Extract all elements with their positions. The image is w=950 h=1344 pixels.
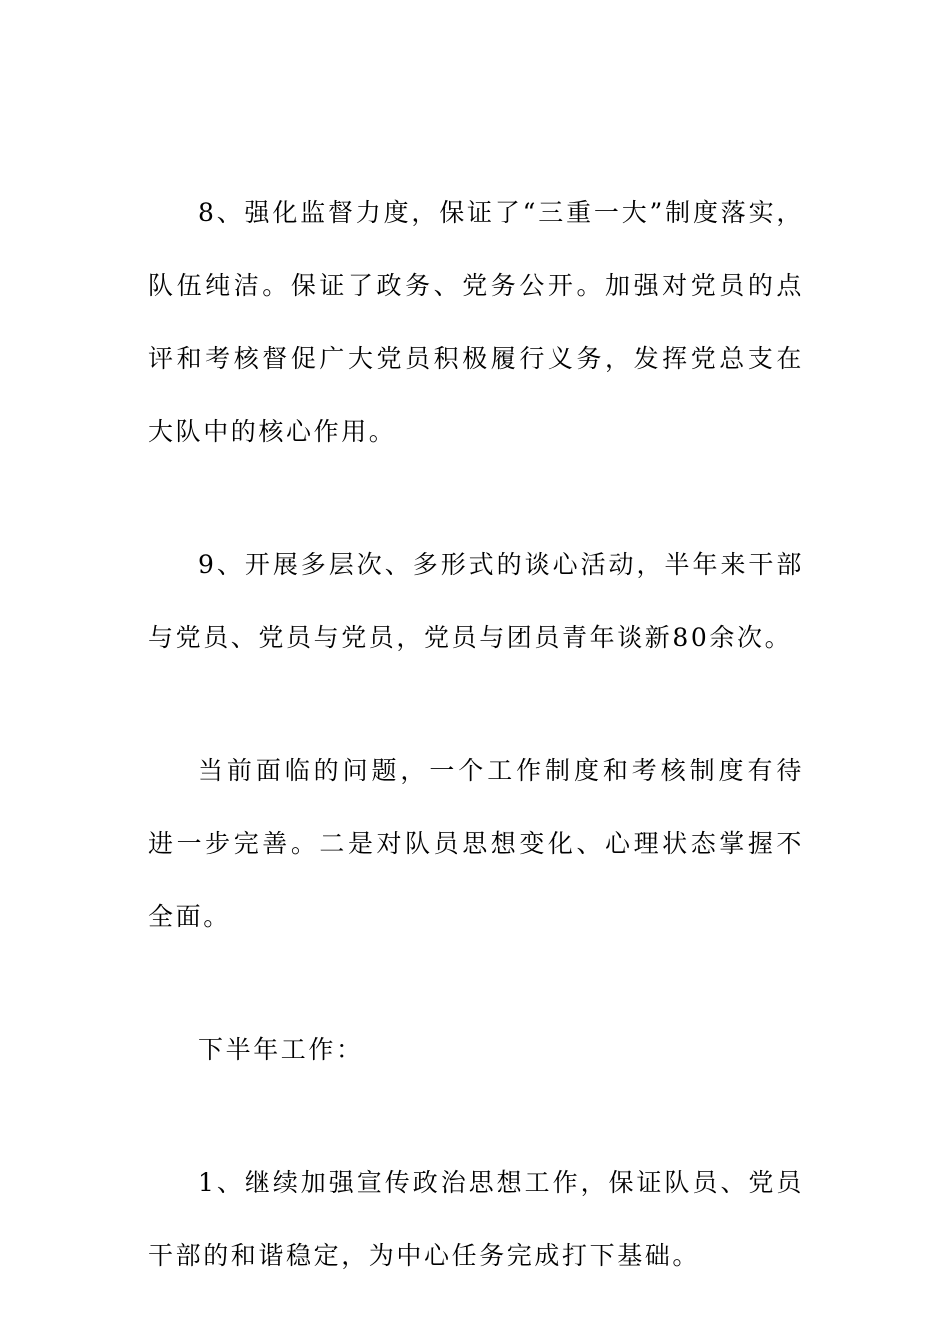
- section-heading-second-half-work: 下半年工作：: [198, 1035, 364, 1064]
- paragraph-spacer: [148, 674, 804, 734]
- paragraph-spacer: [148, 953, 804, 1013]
- paragraph-supervision: 8、强化监督力度，保证了“三重一大”制度落实，队伍纯洁。保证了政务、党务公开。加强对党员的点评和考核督促广大党员积极履行义务，发挥党总支在大队中的核心作用。: [148, 198, 804, 446]
- paragraph-political-work: 1、继续加强宣传政治思想工作，保证队员、党员干部的和谐稳定，为中心任务完成打下基础。: [148, 1168, 804, 1270]
- paragraph-current-problems: 当前面临的问题，一个工作制度和考核制度有待进一步完善。二是对队员思想变化、心理状态掌握不全面。: [148, 756, 804, 931]
- paragraph-heart-to-heart-talks: 9、开展多层次、多形式的谈心活动，半年来干部与党员、党员与党员，党员与团员青年谈新80余次。: [148, 550, 804, 652]
- paragraph-spacer: [148, 468, 804, 528]
- paragraph-spacer: [148, 1086, 804, 1146]
- document-body: [148, 176, 804, 1292]
